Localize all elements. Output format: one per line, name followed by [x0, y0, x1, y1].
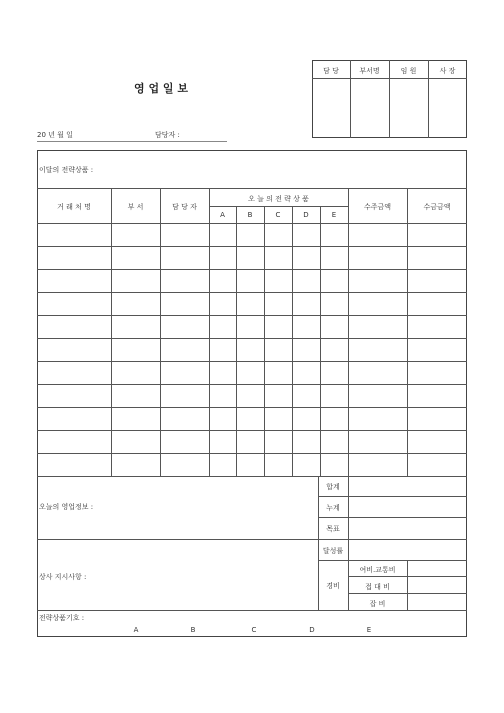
expense-entertainment-label: 접 대 비 [365, 583, 390, 591]
table-row [37, 407, 467, 408]
person-in-charge-label: 담당자 : [155, 131, 180, 139]
table-row [37, 453, 467, 454]
table-row [37, 338, 467, 339]
table-row [37, 246, 467, 247]
col-line-9 [407, 188, 408, 476]
approval-header-staff: 담 당 [323, 67, 339, 75]
today-header-split [209, 206, 348, 207]
total-label: 합계 [326, 483, 340, 491]
code-letter-e: E [366, 626, 372, 634]
table-row [37, 269, 467, 270]
summary-line-2 [318, 517, 467, 518]
expense-line-1 [348, 576, 467, 577]
col-dept-header: 부 서 [127, 203, 144, 211]
expense-value-divider [407, 560, 408, 610]
expense-label: 경비 [326, 582, 340, 590]
date-field: 20 년 월 일 [37, 131, 73, 139]
summary-line-1 [318, 496, 467, 497]
approval-header-exec: 임 원 [400, 67, 417, 75]
table-row [37, 384, 467, 385]
table-row [37, 292, 467, 293]
page-title: 영 업 일 보 [134, 82, 188, 95]
col-client-header: 거 래 처 명 [57, 203, 91, 211]
info-section-bottom [37, 539, 467, 540]
date-underline [37, 141, 227, 142]
achievement-label: 달성률 [322, 547, 344, 555]
col-line-2 [160, 188, 161, 476]
col-collect-amount-header: 수금금액 [423, 203, 451, 211]
cumulative-label: 누계 [326, 504, 340, 512]
strategy-row-line [37, 188, 467, 189]
expense-misc-label: 잡 비 [369, 600, 386, 608]
sub-col-e: E [331, 211, 337, 219]
col-line-8 [348, 188, 349, 476]
table-row [37, 315, 467, 316]
approval-header-dept: 부서명 [359, 67, 380, 75]
achievement-line [318, 560, 467, 561]
strategy-code-label: 전략상품기호 : [39, 614, 85, 622]
code-letter-d: D [309, 626, 315, 634]
instructions-section-bottom [37, 610, 467, 611]
code-letter-b: B [190, 626, 196, 634]
sales-info-label: 오늘의 영업정보 : [39, 503, 94, 511]
approval-header-president: 사 장 [439, 67, 456, 75]
code-letter-c: C [251, 626, 257, 634]
code-letter-a: A [133, 626, 139, 634]
target-label: 목표 [326, 525, 340, 533]
sub-col-d: D [303, 211, 309, 219]
table-body-bottom [37, 476, 467, 477]
expense-travel-label: 여비.교통비 [359, 566, 396, 574]
sub-col-a: A [220, 211, 225, 219]
col-line-1 [111, 188, 112, 476]
table-header-line [37, 223, 467, 224]
table-row [37, 361, 467, 362]
col-order-amount-header: 수주금액 [363, 203, 392, 211]
col-manager-header: 담 당 자 [172, 203, 197, 211]
col-today-strategy-header: 오 늘 의 전 략 상 품 [248, 195, 309, 203]
instructions-label: 상사 지시사항 : [39, 573, 87, 581]
sub-col-c: C [275, 211, 281, 219]
monthly-strategy-label: 이달의 전략상품 : [39, 166, 94, 174]
expense-line-2 [348, 593, 467, 594]
table-row [37, 430, 467, 431]
sub-col-b: B [247, 211, 253, 219]
col-line-3 [209, 188, 210, 476]
